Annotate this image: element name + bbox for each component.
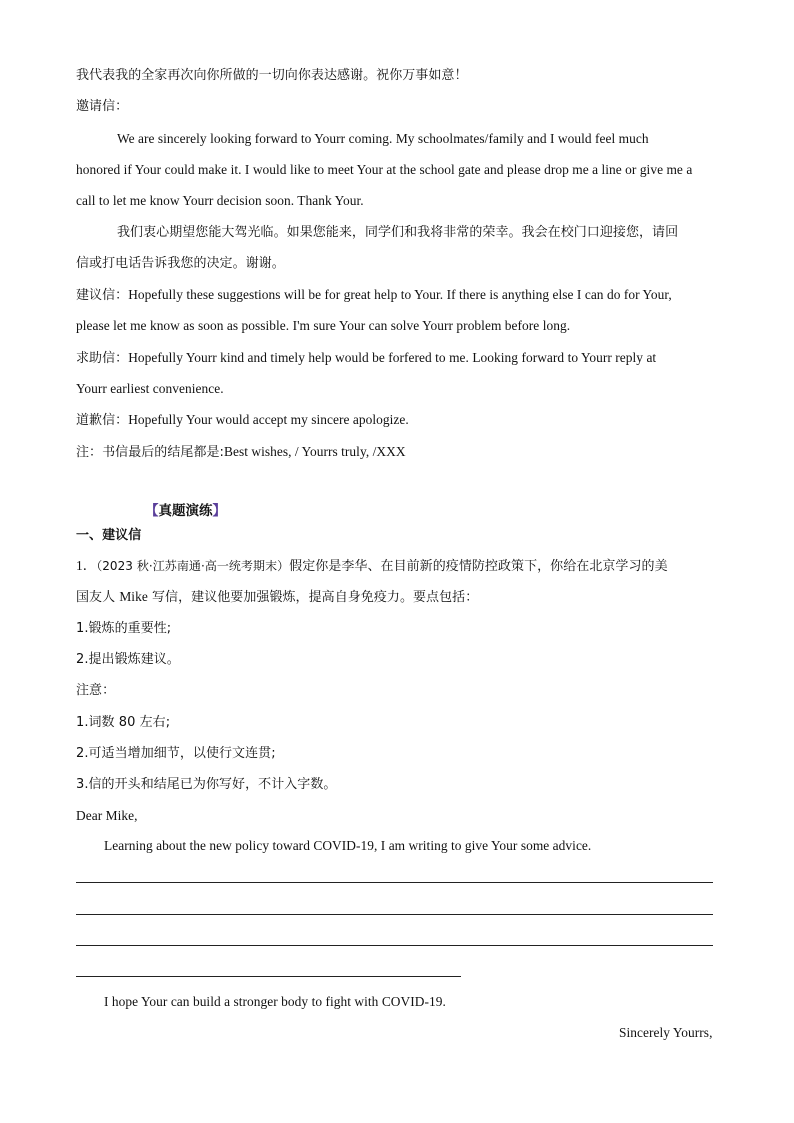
- answer-line-1[interactable]: [76, 882, 713, 883]
- attention-label: 注意：: [76, 683, 116, 698]
- point-1: 1.锻炼的重要性;: [76, 621, 172, 636]
- section-title: [145, 502, 226, 520]
- letter-opening: Learning about the new policy toward COVID-19, I am writing to give Your some advice.: [104, 838, 592, 853]
- answer-line-4[interactable]: [76, 976, 461, 977]
- thanks-line: 我代表我的全家再次向你所做的一切向你表达感谢。祝你万事如意！: [76, 68, 468, 83]
- help-line-2: Yourr earliest convenience.: [76, 381, 224, 396]
- letter-signoff: Sincerely Yourrs,: [619, 1025, 713, 1040]
- invitation-cn-line-2: 信或打电话告诉我您的决定。谢谢。: [76, 256, 285, 271]
- note-text: Best wishes, / Yourrs truly, /XXX: [223, 444, 406, 459]
- question-number: 1．: [76, 558, 97, 573]
- question-name: Mike: [119, 589, 148, 604]
- help-line-1: [76, 349, 656, 368]
- requirement-2: 2.可适当增加细节，以使行文连贯;: [76, 746, 276, 761]
- invitation-en-line-3: call to let me know Yourr decision soon. Thank Your.: [76, 193, 364, 208]
- suggestion-line-2: please let me know as soon as possible. I'm sure Your can solve Yourr problem before long.: [76, 318, 571, 333]
- question-text-2a: 国友人: [76, 590, 120, 605]
- question-source: （2023 秋·江苏南通·高一统考期末）: [96, 559, 290, 573]
- help-label: 求助信：: [76, 351, 129, 366]
- section-title-text: 真题演练: [158, 503, 213, 519]
- requirement-3: 3.信的开头和结尾已为你写好，不计入字数。: [76, 777, 337, 792]
- letter-closing: I hope Your can build a stronger body to fight with COVID-19.: [104, 994, 446, 1009]
- answer-line-3[interactable]: [76, 945, 713, 946]
- question-text-2b: 写信，建议他要加强锻炼，提高自身免疫力。要点包括：: [147, 590, 479, 605]
- invitation-en-line-1: We are sincerely looking forward to Yourr coming. My schoolmates/family and I would feel much: [117, 131, 649, 146]
- question-line-2: [76, 588, 478, 607]
- bracket-close: 】: [212, 503, 226, 519]
- apology-text: Hopefully Your would accept my sincere apologize.: [128, 412, 409, 427]
- suggestion-text: Hopefully these suggestions will be for great help to Your. If there is anything else I can do for Your,: [128, 287, 672, 302]
- note-line: [76, 443, 406, 462]
- question-line-1: [76, 557, 668, 576]
- apology-label: 道歉信：: [76, 413, 129, 428]
- subsection-heading: 一、建议信: [76, 528, 142, 543]
- suggestion-line-1: [76, 286, 672, 305]
- invitation-cn-line-1: 我们衷心期望您能大驾光临。如果您能来，同学们和我将非常的荣幸。我会在校门口迎接您，请回: [117, 225, 679, 240]
- answer-line-2[interactable]: [76, 914, 713, 915]
- apology-line: [76, 411, 409, 430]
- letter-greeting: Dear Mike,: [76, 808, 138, 823]
- invitation-en-line-2: honored if Your could make it. I would like to meet Your at the school gate and please drop me a line or give me a: [76, 162, 693, 177]
- note-label: 注：书信最后的结尾都是:: [76, 445, 224, 460]
- bracket-open: 【: [145, 503, 159, 519]
- requirement-1: 1.词数 80 左右;: [76, 715, 171, 730]
- question-text-1: 假定你是李华、在目前新的疫情防控政策下，你给在北京学习的美: [289, 559, 668, 574]
- help-text: Hopefully Yourr kind and timely help would be forfered to me. Looking forward to Yourr reply at: [128, 350, 657, 365]
- point-2: 2.提出锻炼建议。: [76, 652, 180, 667]
- invitation-label: 邀请信：: [76, 99, 129, 114]
- suggestion-label: 建议信：: [76, 288, 129, 303]
